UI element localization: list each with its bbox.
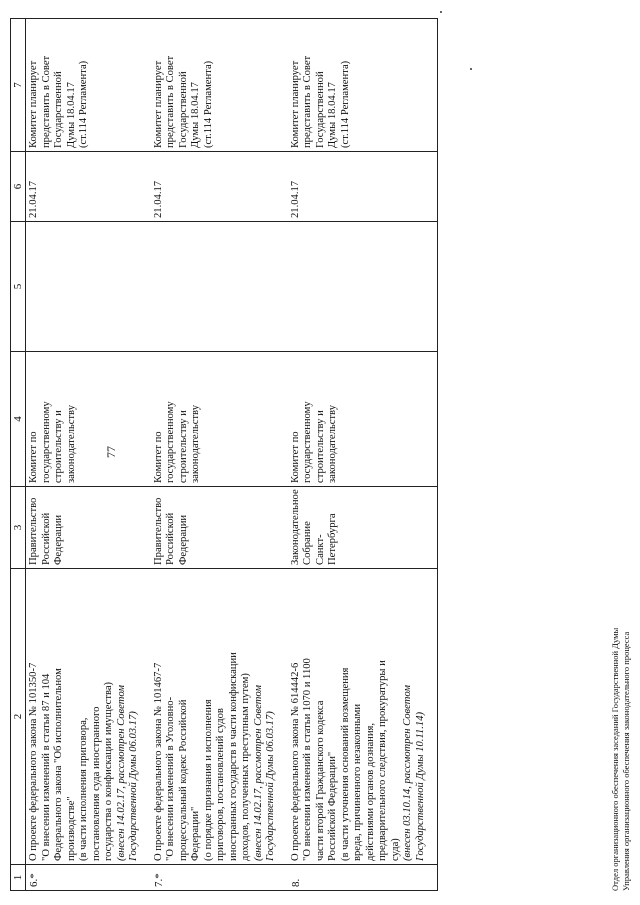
description-line: О проекте федерального закона № 101350-7 [28,662,39,861]
description-line: (в части исполнения приговора, [78,717,89,861]
initiator-line: Собрание Санкт- [302,521,326,565]
description-line: постановления суда иностранного [90,706,102,861]
column-header: 7 [11,19,26,152]
table-row [26,19,151,891]
description-line: О проекте федерального закона № 614442-6 [289,662,301,861]
committee-line: законодательству [65,405,77,483]
committee-line: государственному [302,401,313,483]
plan-line: Комитет планирует [28,60,39,148]
description-line: Федерации" [190,806,201,861]
plan-line: Комитет планирует [289,60,301,148]
plan-line: Государственной [177,71,189,148]
row-number: 6.* [26,865,151,891]
description-line: предварительного следствия, прокуратуры и [377,660,388,861]
committee-line: Комитет по [28,431,39,483]
initiator-line: Федерации [177,514,189,565]
description-line: процессуальный кодекс Российской [177,699,189,861]
bill-description [151,569,288,865]
initiator-line: Правительство [28,497,39,565]
committee-line: законодательству [327,405,338,483]
column-5-cell [26,222,151,352]
initiator-line: Законодательное [289,489,301,565]
committee-line: Комитет по [152,431,164,483]
responsible-committee [26,352,151,487]
column-5-cell [288,222,438,352]
submission-note-line: Государственной Думы 10.11.14) [414,711,426,861]
row-number: 7.* [151,865,288,891]
initiator [151,487,288,569]
column-header: 2 [11,569,26,865]
initiator-line: Российской [40,512,52,565]
plan-line: (ст.114 Регламента) [339,60,351,148]
plan-line: Комитет планирует [152,60,164,148]
committee-line: строительству и [177,410,189,483]
plan-line: Государственной [314,71,326,148]
initiator [288,487,438,569]
plan-line: представить в Совет [165,55,176,148]
description-line: (в части уточнения оснований возмещения [339,667,351,861]
plan-line: Думы 18.04.17 [65,82,77,148]
submission-note-line: (внесен 03.10.14, рассмотрен Советом [402,685,413,861]
submission-note-line: (внесен 14.02.17, рассмотрен Советом [252,685,264,861]
description-line: "О внесении изменений в Уголовно- [165,696,176,861]
description-line: доходов, полученных преступным путем) [240,673,251,861]
description-line: вреда, причиненного незаконными [352,703,363,861]
responsible-committee [288,352,438,487]
plan-line: (ст.114 Регламента) [202,60,214,148]
description-line: Федерального закона "Об исполнительном [53,668,64,861]
date-cell: 21.04.17 [151,152,288,222]
plan-line: Думы 18.04.17 [327,82,338,148]
column-header: 6 [11,152,26,222]
bill-description [288,569,438,865]
initiator-line: Федерации [53,514,64,565]
date-cell: 21.04.17 [26,152,151,222]
plan-line: Государственной [53,71,64,148]
date-cell: 21.04.17 [288,152,438,222]
plan-note [151,19,288,152]
scan-speck [440,11,442,13]
responsible-committee [151,352,288,487]
committee-line: строительству и [314,410,326,483]
description-line: "О внесении изменений в статьи 1070 и 1100 [302,658,313,861]
description-line: суда) [389,838,401,861]
footer-line: Отдел организационного обеспечения заседаний Государственной Думы [610,627,620,891]
initiator-line: Российской [165,512,176,565]
footer-line: Управления организационного обеспечения законодательного процесса [620,631,631,891]
page-number: 77 [104,446,118,458]
description-line: производстве" [65,796,77,861]
footer-department [610,628,631,891]
row-number: 8. [288,865,438,891]
submission-note-line: Государственной Думы 06.03.17) [265,711,276,861]
description-line: приговоров, постановлений судов [215,708,226,861]
submission-note-line: Государственной Думы 06.03.17) [128,711,139,861]
committee-line: строительству и [53,410,64,483]
column-header: 4 [11,352,26,487]
plan-line: Думы 18.04.17 [190,82,201,148]
description-line: "О внесении изменений в статьи 87 и 104 [40,673,52,861]
description-line: действиями органов дознания, [364,722,376,861]
column-header: 1 [11,865,26,891]
committee-line: законодательству [190,405,201,483]
description-line: О проекте федерального закона № 101467-7 [152,662,164,861]
scan-speck [470,68,472,70]
initiator-line: Петербурга [327,513,338,565]
column-header: 3 [11,487,26,569]
committee-line: государственному [165,401,176,483]
plan-line: (ст.114 Регламента) [78,60,89,148]
submission-note-line: (внесен 14.02.17, рассмотрен Советом [115,685,127,861]
column-5-cell [151,222,288,352]
header-row [11,19,26,891]
initiator-line: Правительство [152,497,164,565]
column-header: 5 [11,222,26,352]
plan-note [26,19,151,152]
plan-line: представить в Совет [302,55,313,148]
plan-note [288,19,438,152]
committee-line: Комитет по [289,431,301,483]
table-row [288,19,438,891]
plan-line: представить в Совет [40,55,52,148]
description-line: государства о конфискации имущества) [103,681,114,861]
description-line: иностранных государств в части конфискации [227,652,239,861]
bill-description [26,569,151,865]
committee-line: государственному [40,401,52,483]
bills-table [10,18,438,891]
description-line: части второй Гражданского кодекса [314,700,326,861]
table-row [151,19,288,891]
initiator [26,487,151,569]
description-line: (о порядке признания и исполнения [202,699,214,861]
description-line: Российской Федерации" [327,751,338,861]
